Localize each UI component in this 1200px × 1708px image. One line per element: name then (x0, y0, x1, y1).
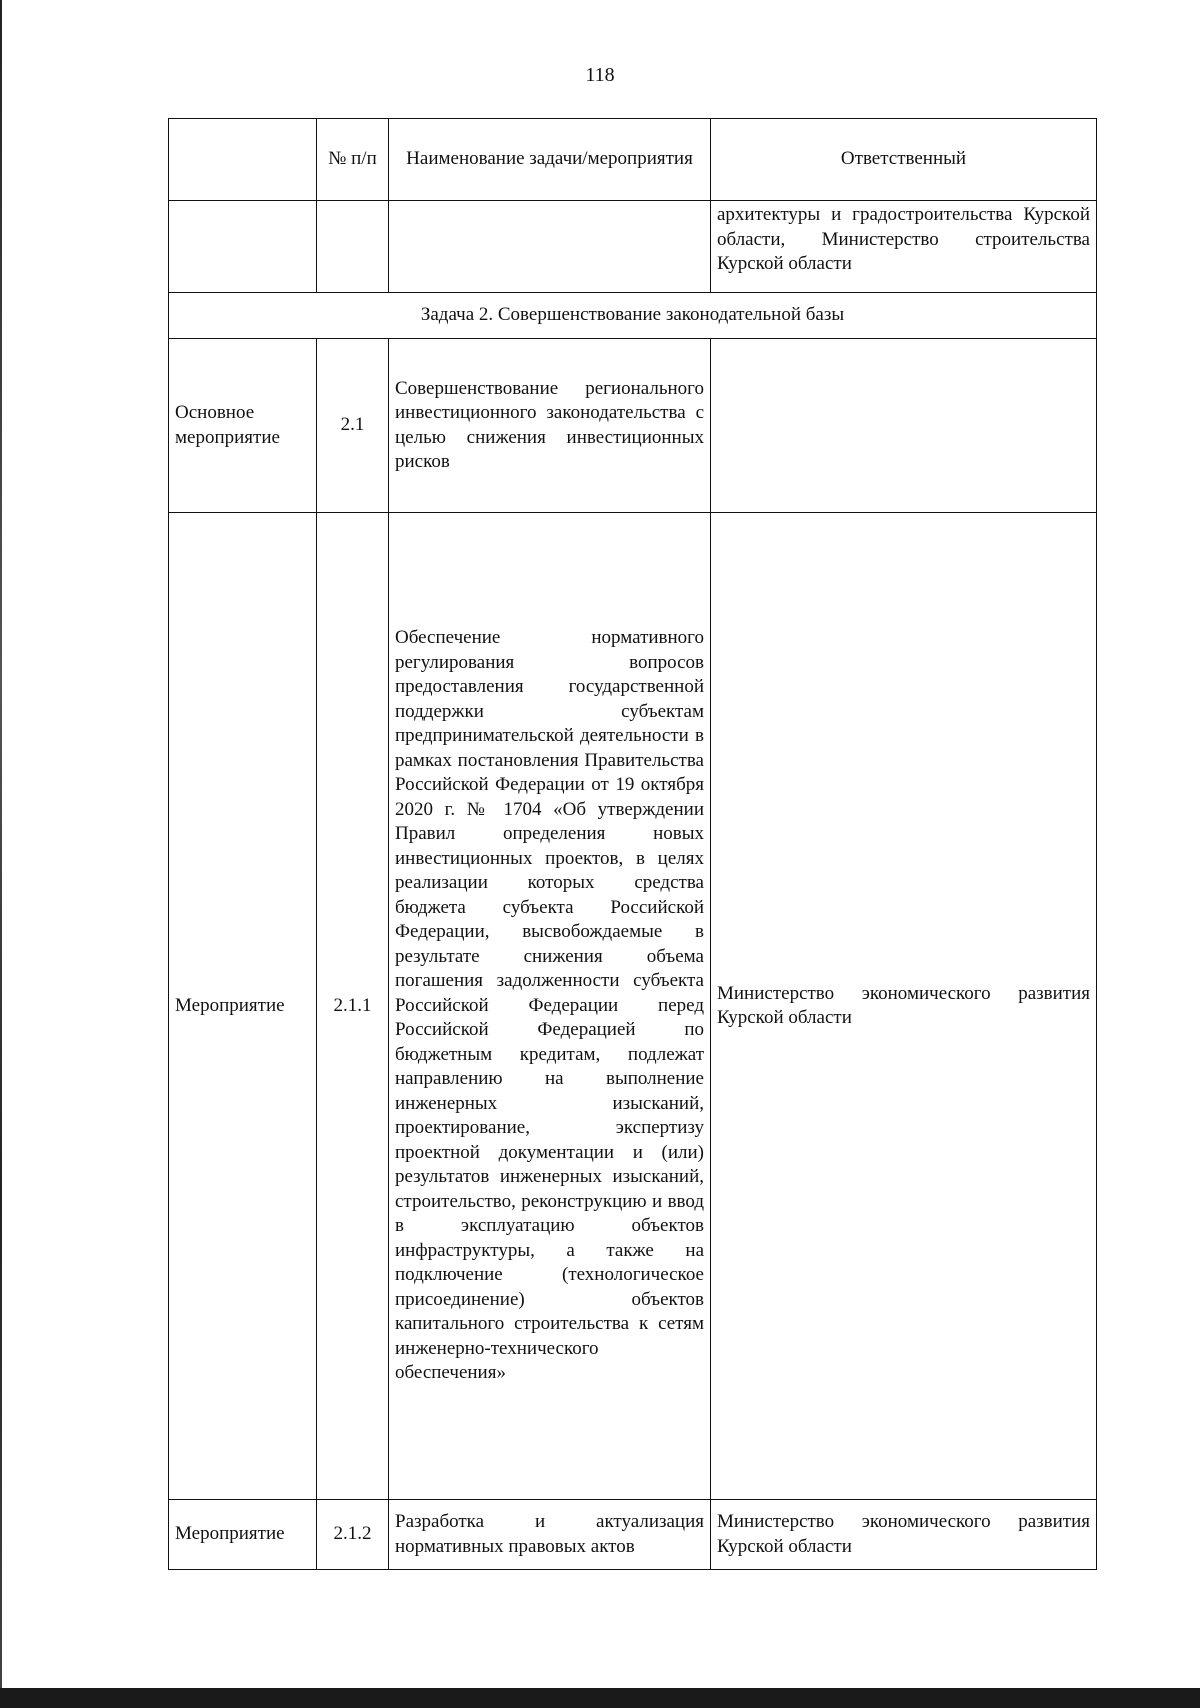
row-name-cell: Разработка и актуализация нормативных правовых актов (389, 1500, 711, 1570)
table-header-row (169, 119, 1097, 201)
continuation-num-cell (317, 201, 389, 293)
row-responsible-cell (711, 339, 1097, 513)
scan-left-edge (0, 0, 2, 1708)
table-row (169, 513, 1097, 1500)
continuation-name-cell (389, 201, 711, 293)
continuation-responsible-cell: архитектуры и градостроительства Курской области, Министерство строительства Курской области (711, 201, 1097, 293)
row-type-cell: Основное мероприятие (169, 339, 317, 513)
row-responsible-cell: Министерство экономического развития Курской области (711, 1500, 1097, 1570)
row-type-cell: Мероприятие (169, 513, 317, 1500)
task-title: Задача 2. Совершенствование законодательной базы (169, 293, 1097, 339)
header-name-cell: Наименование задачи/мероприятия (389, 119, 711, 201)
row-number-cell: 2.1.2 (317, 1500, 389, 1570)
row-type-cell: Мероприятие (169, 1500, 317, 1570)
header-num-cell: № п/п (317, 119, 389, 201)
header-responsible-cell: Ответственный (711, 119, 1097, 201)
table-row (169, 1500, 1097, 1570)
row-number-cell: 2.1.1 (317, 513, 389, 1500)
page-number: 118 (585, 64, 615, 86)
row-responsible-cell: Министерство экономического развития Курской области (711, 513, 1097, 1500)
continuation-row (169, 201, 1097, 293)
program-table (168, 118, 1097, 1570)
row-name-cell: Обеспечение нормативного регулирования вопросов предоставления государственной поддержки субъектам предпринимательской деятельности в рамках постановления Правительства Российской Федерации от 19 октября 2020 г. № 1704 «Об утверждении Правил определения новых инвестиционных проектов, в целях реализации которых средства бюджета субъекта Российской Федерации, высвобождаемые в результате снижения объема погашения задолженности субъекта Российской Федерации перед Российской Федерацией по бюджетным кредитам, подлежат направлению на выполнение инженерных изысканий, проектирование, экспертизу проектной документации и (или) результатов инженерных изысканий, строительство, реконструкцию и ввод в эксплуатацию объектов инфраструктуры, а также на подключение (технологическое присоединение) объектов капитального строительства к сетям инженерно-технического обеспечения» (389, 513, 711, 1500)
header-type-cell (169, 119, 317, 201)
row-number-cell: 2.1 (317, 339, 389, 513)
scan-bottom-edge (0, 1688, 1200, 1708)
continuation-type-cell (169, 201, 317, 293)
table-row (169, 339, 1097, 513)
task-title-row (169, 293, 1097, 339)
row-name-cell: Совершенствование регионального инвестиционного законодательства с целью снижения инвестиционных рисков (389, 339, 711, 513)
